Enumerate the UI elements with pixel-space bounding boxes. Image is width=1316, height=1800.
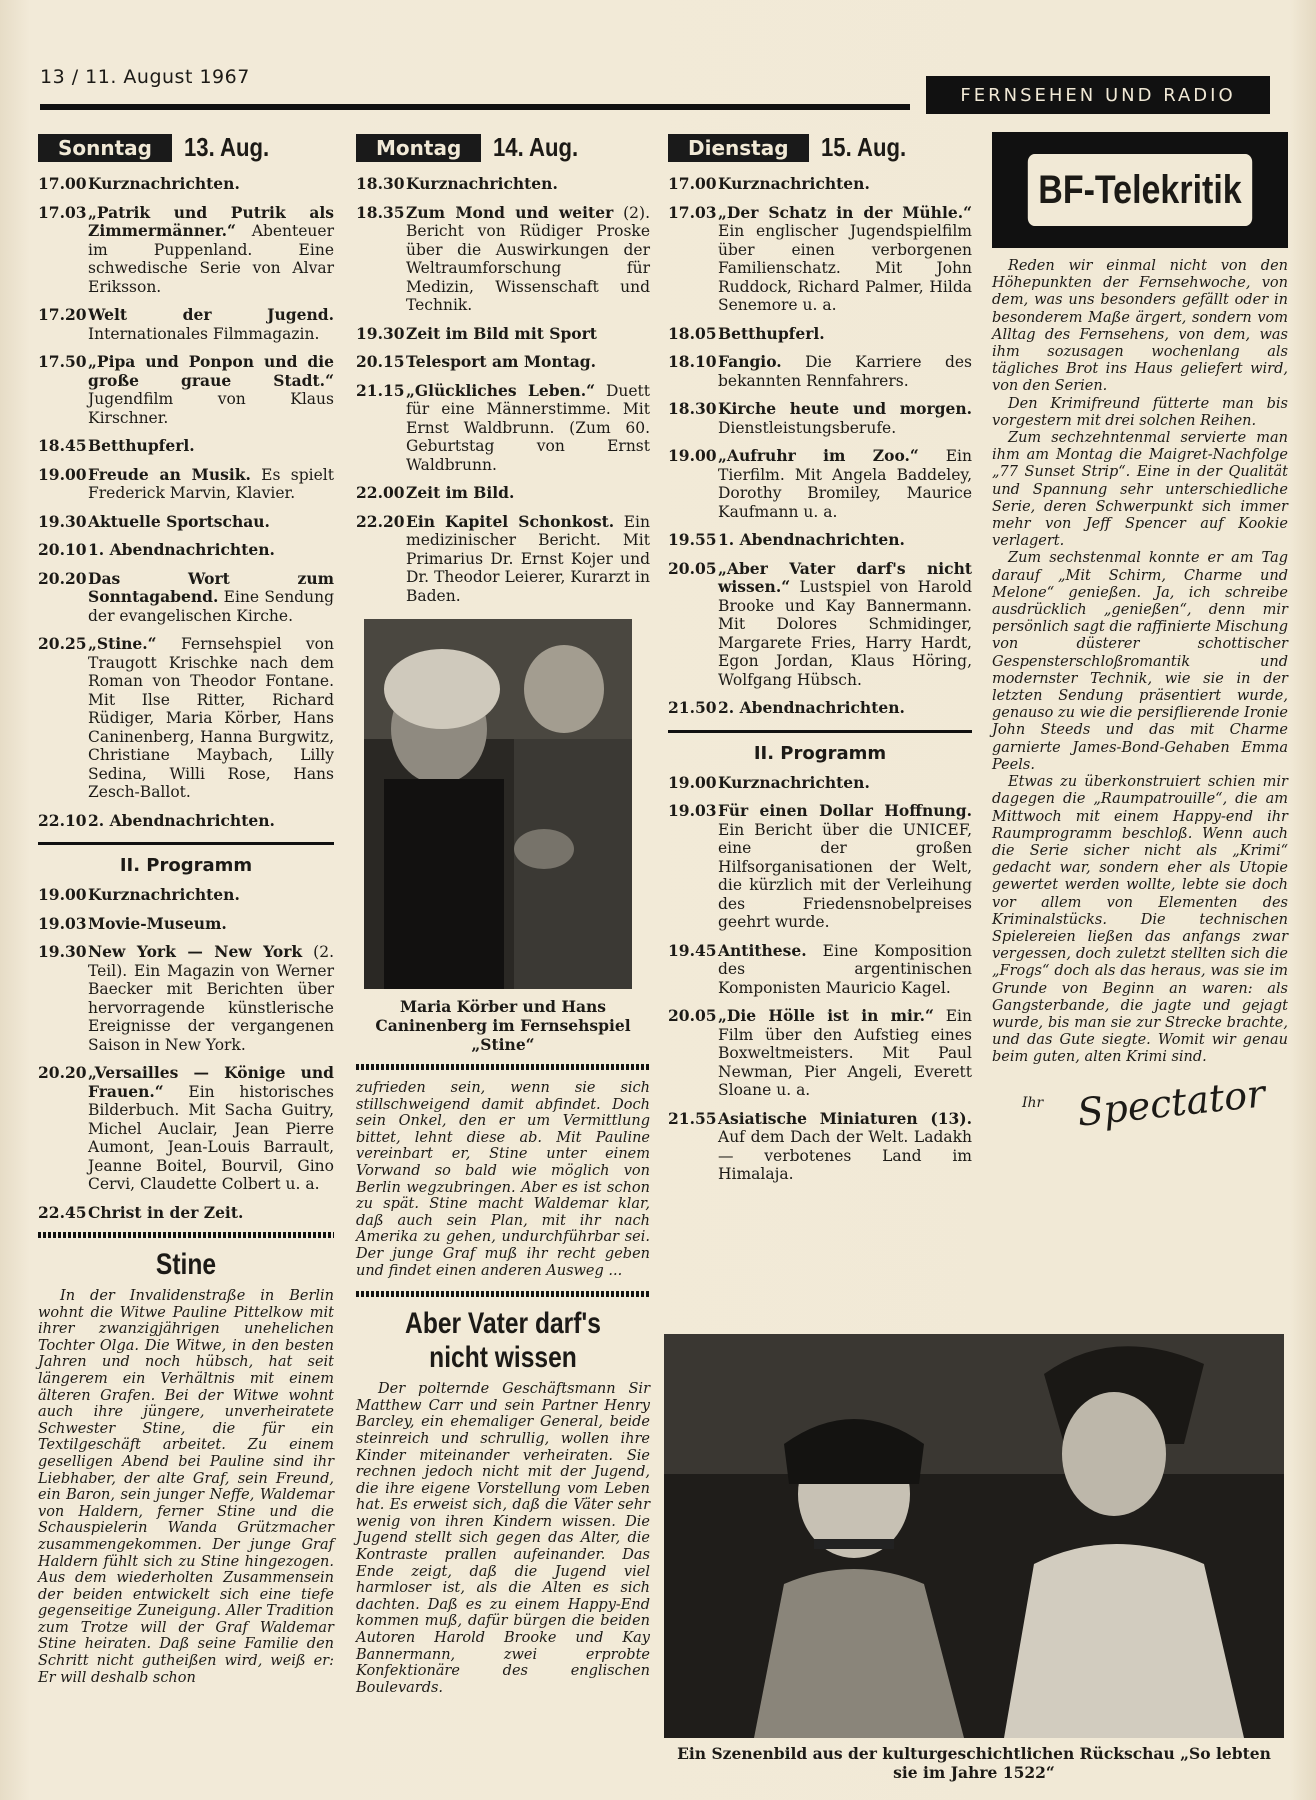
program-details: Ein Bericht über die UNICEF, eine der großen Hilfsorganisationen der Welt, die kürzlich mit der Verleihung des Friedensnobelpreises geehrt wurde. bbox=[718, 820, 972, 931]
program-time: 17.00 bbox=[38, 174, 87, 193]
critique-paragraph: Etwas zu überkonstruiert schien mir dagegen die „Raumpatrouille“, die am Mittwoch mit einem Happy-end ihr Raumprogramm beschloß. Wenn auch die Serie sicher nicht als „Krimi“ gedacht war, sondern eher als Utopie gewertet werden wollte, lebte sie doch vor allem von Elementen des Kriminalstücks. Die technischen Spielereien ließen das anfangs zwar vergessen, doch zuletzt stellten sich die „Frogs“ doch als das heraus, was sie im Grunde von Beginn an waren: als Gangsterbande, die jagte und gejagt wurde, bis man sie zur Strecke brachte, und das Gute siegte. Womit wir genau beim guten, alten Krimi sind. bbox=[992, 774, 1288, 1066]
critique-paragraph: Den Krimifreund fütterte man bis vorgestern mit drei solchen Reihen. bbox=[992, 395, 1288, 429]
header-rule bbox=[40, 104, 910, 110]
divider bbox=[38, 842, 334, 845]
program-title: Fangio. bbox=[718, 352, 782, 371]
program-title: Asiatische Miniaturen (13). bbox=[718, 1108, 972, 1128]
program-title: Kurznachrichten. bbox=[88, 174, 240, 193]
program-time: 18.10 bbox=[668, 352, 717, 371]
program-entry bbox=[668, 1110, 972, 1184]
program-details: Auf dem Dach der Welt. Ladakh — verbotenes Land im Himalaja. bbox=[718, 1128, 972, 1183]
program-description bbox=[718, 531, 972, 550]
program-title: Kurznachrichten. bbox=[88, 885, 240, 904]
program-time: 19.00 bbox=[668, 446, 717, 465]
program-details: Internationales Filmmagazin. bbox=[88, 324, 320, 343]
program-description bbox=[406, 484, 650, 503]
program-details: Ein Film über den Aufstieg eines Boxweltmeisters. Mit Paul Newman, Pier Angeli, Everett Sloane u. a. bbox=[718, 1007, 972, 1099]
stine-photo-image bbox=[364, 619, 632, 989]
program-entry bbox=[668, 531, 972, 550]
program-description bbox=[718, 560, 972, 690]
program-entry bbox=[38, 943, 334, 1054]
program-title: Kurznachrichten. bbox=[718, 772, 870, 792]
program-details: Dienstleistungsberufe. bbox=[718, 418, 897, 437]
program-details: Lustspiel von Harold Brooke und Kay Bannermann. Mit Dolores Schmidinger, Margarete Fries, Harry Hardt, Egon Jordan, Klaus Höring, Wolfgang Hübsch. bbox=[718, 578, 972, 689]
program-title: „Der Schatz in der Mühle.“ bbox=[718, 202, 972, 222]
program-entry bbox=[356, 382, 650, 475]
stine-photo bbox=[364, 619, 632, 989]
tuesday-column bbox=[668, 132, 972, 1194]
program-description bbox=[718, 802, 972, 932]
program-description bbox=[718, 942, 972, 998]
program-description bbox=[718, 325, 972, 344]
program-time: 21.50 bbox=[668, 698, 717, 717]
program-title: Ein Kapitel Schonkost. bbox=[406, 511, 615, 531]
program-entry bbox=[356, 175, 650, 194]
program-title: Betthupferl. bbox=[88, 436, 195, 455]
day-badge: Montag bbox=[356, 134, 481, 162]
program-title: Movie-Museum. bbox=[88, 913, 227, 933]
day-date: 13. Aug. bbox=[184, 132, 270, 162]
program-details: Die Karriere des bekannten Rennfahrers. bbox=[718, 353, 972, 390]
scene-photo-image bbox=[664, 1334, 1284, 1738]
stine-article-title: Stine bbox=[155, 1248, 217, 1281]
program-details: Ein historisches Bilderbuch. Mit Sacha Guitry, Michel Auclair, Jean Pierre Aumont, Jean-Louis Barrault, Jeanne Boitel, Bourvil, Gino Cervi, Claudette Colbert u. a. bbox=[88, 1082, 334, 1193]
program-time: 22.45 bbox=[38, 1202, 87, 1222]
program-title: „Aufruhr im Zoo.“ bbox=[718, 446, 919, 465]
program-title: Welt der Jugend. bbox=[88, 305, 334, 324]
day-date: 15. Aug. bbox=[820, 132, 906, 162]
program-description bbox=[88, 541, 334, 560]
program-details: (2). Bericht von Rüdiger Proske über die Auswirkungen der Weltraumforschung für Medizin, Wissenschaft und Technik. bbox=[406, 203, 650, 314]
monday-heading bbox=[356, 132, 650, 163]
program-time: 22.00 bbox=[356, 483, 405, 502]
tuesday-program-2 bbox=[668, 774, 972, 1184]
program-title: „Stine.“ bbox=[88, 634, 157, 653]
scene-photo-caption: Ein Szenenbild aus der kulturgeschichtlichen Rückschau „So lebten sie im Jahre 1522“ bbox=[677, 1744, 1271, 1782]
dotted-divider bbox=[38, 1232, 334, 1238]
program-time: 19.30 bbox=[356, 323, 405, 343]
sunday-program-2 bbox=[38, 886, 334, 1222]
program-title: „Pipa und Ponpon und die große graue Stadt.“ bbox=[88, 352, 334, 390]
program-time: 20.20 bbox=[38, 568, 87, 588]
program-entry bbox=[38, 204, 334, 297]
program-time: 19.55 bbox=[668, 530, 717, 549]
program-time: 21.55 bbox=[668, 1108, 717, 1128]
program-description bbox=[718, 774, 972, 793]
program-title: 2. Abendnachrichten. bbox=[88, 810, 275, 830]
program-details: Ein medizinischer Bericht. Mit Primarius Dr. Ernst Kojer und Dr. Theodor Leierer, Kurarzt in Baden. bbox=[406, 512, 650, 605]
program-time: 19.03 bbox=[38, 913, 87, 933]
program-title: Für einen Dollar Hoffnung. bbox=[718, 801, 972, 820]
program-details: Ein englischer Jugendspielfilm über einen verborgenen Familienschatz. Mit John Ruddock, Richard Palmer, Hilda Senemore u. a. bbox=[718, 222, 972, 314]
program-description bbox=[88, 1204, 334, 1223]
program-title: „Versailles — Könige und Frauen.“ bbox=[88, 1063, 334, 1101]
program-title: Antithese. bbox=[718, 940, 807, 960]
program-title: „Patrik und Putrik als Zimmermänner.“ bbox=[88, 202, 334, 240]
section-title: FERNSEHEN UND RADIO bbox=[926, 76, 1270, 114]
program-description bbox=[718, 699, 972, 718]
program-time: 19.03 bbox=[668, 801, 717, 820]
program-entry bbox=[668, 447, 972, 521]
program-description bbox=[718, 400, 972, 437]
program-entry bbox=[356, 204, 650, 315]
title-line-1: Aber Vater darf's bbox=[405, 1307, 601, 1341]
program-title: Kurznachrichten. bbox=[406, 174, 558, 193]
program-description bbox=[88, 204, 334, 297]
program-time: 17.20 bbox=[38, 305, 87, 324]
program-title: New York — New York bbox=[88, 942, 303, 961]
signature-block bbox=[1022, 1070, 1288, 1135]
program-title: Das Wort zum Sonntagabend. bbox=[88, 568, 334, 606]
sunday-schedule bbox=[38, 175, 334, 830]
program-entry bbox=[356, 325, 650, 344]
program-description bbox=[406, 204, 650, 315]
program-title: Betthupferl. bbox=[718, 323, 825, 343]
program-time: 20.05 bbox=[668, 1006, 717, 1025]
program-description bbox=[88, 306, 334, 343]
program-description bbox=[88, 635, 334, 802]
program-description bbox=[718, 175, 972, 194]
program-entry bbox=[38, 635, 334, 802]
program-time: 19.00 bbox=[38, 885, 87, 904]
program-2-title: II. Programm bbox=[753, 742, 887, 764]
critique-paragraph: Reden wir einmal nicht von den Höhepunkten der Fernsehwoche, von dem, was uns besonders gefällt oder in besonderem Maße ärgert, sondern vom Alltag des Fernsehens, von dem, was ihm sozusagen wochenlang als tägliches Brot ins Haus geliefert wird, von den Serien. bbox=[992, 258, 1288, 395]
program-time: 22.20 bbox=[356, 511, 405, 531]
program-description bbox=[88, 943, 334, 1054]
day-badge: Sonntag bbox=[38, 134, 172, 162]
monday-schedule bbox=[356, 175, 650, 605]
program-entry bbox=[356, 513, 650, 606]
program-entry bbox=[668, 802, 972, 932]
program-description bbox=[88, 570, 334, 626]
program-time: 17.03 bbox=[668, 202, 717, 222]
program-details: Eine Komposition des argentinischen Komponisten Mauricio Kagel. bbox=[718, 941, 972, 997]
program-entry bbox=[38, 570, 334, 626]
monday-column bbox=[356, 132, 650, 1696]
stine-article-text: In der Invalidenstraße in Berlin wohnt die Witwe Pauline Pittelkow mit ihrer zwanzigjährigen unehelichen Tochter Olga. Die Witwe, in den besten Jahren und noch hübsch, hat seit längerem ein Verhältnis mit einem älteren Grafen. Bei der Witwe wohnt auch ihre jüngere, unverheiratete Schwester Stine, die für ein Textilgeschäft arbeitet. Zu einem geselligen Abend bei Pauline sind ihr Liebhaber, der alte Graf, sein Freund, ein Baron, sein junger Neffe, Waldemar von Haldern, ferner Stine und die Schauspielerin Wanda Grützmacher zusammengekommen. Der junge Graf Haldern fühlt sich zu Stine hingezogen. Aus dem wiederholten Zusammensein der beiden entwickelt sich eine tiefe gegenseitige Zuneigung. Aller Tradition zum Trotze will der Graf Waldemar Stine heiraten. Daß seine Familie den Schritt nicht gutheißen wird, weiß er: Er will deshalb schon bbox=[38, 1288, 334, 1686]
day-badge: Dienstag bbox=[668, 134, 809, 162]
program-time: 21.15 bbox=[356, 380, 405, 400]
program-entry bbox=[38, 306, 334, 343]
program-time: 18.35 bbox=[356, 202, 405, 222]
program-description bbox=[406, 175, 650, 194]
program-time: 19.45 bbox=[668, 940, 717, 960]
aber-vater-title bbox=[382, 1307, 623, 1375]
program-details: Fernsehspiel von Traugott Krischke nach dem Roman von Theodor Fontane. Mit Ilse Ritter, Richard Rüdiger, Maria Körber, Hans Caninenberg, Hanna Burgwitz, Christiane Maybach, Lilly Sedina, Willi Rose, Hans Zesch-Ballot. bbox=[88, 635, 334, 801]
program-description bbox=[88, 353, 334, 427]
program-entry bbox=[668, 325, 972, 344]
program-entry bbox=[38, 915, 334, 934]
program-time: 20.05 bbox=[668, 558, 717, 578]
program-details: Ein Tierfilm. Mit Angela Baddeley, Dorothy Bromiley, Maurice Kaufmann u. a. bbox=[718, 447, 972, 521]
aber-vater-article-text: Der polternde Geschäftsmann Sir Matthew Carr und sein Partner Henry Barcley, ein ehemaliger General, beide steinreich und schrullig, wollen ihre Kinder miteinander verheiraten. Sie rechnen jedoch nicht mit der Jugend, die ihre eigene Vorstellung vom Leben hat. Es erweist sich, daß die Väter sehr wenig von ihren Kindern wissen. Die Jugend stellt sich gegen das Alter, die Kontraste prallen aufeinander. Das Ende zeigt, daß die Jugend viel harmloser ist, als die Alten es sich dachten. Daß es zu einem Happy-End kommen muß, dafür bürgen die beiden Autoren Harold Brooke und Kay Bannermann, zwei erprobte Konfektionäre des englischen Boulevards. bbox=[356, 1381, 650, 1696]
program-entry bbox=[668, 1007, 972, 1100]
dotted-divider bbox=[356, 1064, 650, 1070]
program-time: 18.30 bbox=[356, 174, 405, 193]
program-entry bbox=[38, 466, 334, 503]
program-title: 2. Abendnachrichten. bbox=[718, 698, 905, 717]
critique-text bbox=[992, 258, 1288, 1067]
program-entry bbox=[38, 812, 334, 831]
program-time: 18.45 bbox=[38, 436, 87, 455]
program-title: „Die Hölle ist in mir.“ bbox=[718, 1006, 934, 1025]
program-description bbox=[718, 1110, 972, 1184]
program-entry bbox=[356, 484, 650, 503]
critique-column bbox=[992, 132, 1288, 1135]
program-description bbox=[718, 447, 972, 521]
issue-line: 13 / 11. August 1967 bbox=[40, 66, 250, 88]
critique-paragraph: Zum sechstenmal konnte er am Tag darauf „Mit Schirm, Charme und Melone“ genießen. Ja, ich schreibe ausdrücklich „genießen“, denn mir persönlich sagt die raffinierte Mischung von düsterer schottischer Gespensterschloßromantik und modernster Technik, wie sie in der letzten Sendung präsentiert wurde, genauso zu wie die persiflierende Ironie John Steeds und das mit Charme garnierte James-Bond-Gehaben Emma Peels. bbox=[992, 550, 1288, 773]
program-entry bbox=[38, 353, 334, 427]
program-title: Telesport am Montag. bbox=[406, 352, 597, 371]
program-entry bbox=[356, 353, 650, 372]
program-title: 1. Abendnachrichten. bbox=[88, 540, 275, 559]
program-entry bbox=[38, 175, 334, 194]
program-description bbox=[88, 437, 334, 456]
stine-photo-caption: Maria Körber und Hans Caninenberg im Fernsehspiel „Stine“ bbox=[375, 997, 631, 1054]
program-entry bbox=[38, 437, 334, 456]
program-entry bbox=[668, 353, 972, 390]
critique-paragraph: Zum sechzehntenmal servierte man ihm am Montag die Maigret-Nachfolge „77 Sunset Strip“. Eine in der Qualität und Spannung sehr unterschiedliche Serie, deren Schwerpunkt sich immer mehr von Jeff Spencer auf Kookie verlagert. bbox=[992, 430, 1288, 550]
program-title: Zum Mond und weiter bbox=[406, 202, 614, 222]
program-title: Kurznachrichten. bbox=[718, 174, 870, 193]
program-title: Kirche heute und morgen. bbox=[718, 399, 972, 418]
program-title: Zeit im Bild mit Sport bbox=[406, 323, 597, 343]
program-description bbox=[88, 466, 334, 503]
program-title: Christ in der Zeit. bbox=[88, 1202, 244, 1222]
program-description bbox=[406, 382, 650, 475]
program-description bbox=[718, 353, 972, 390]
program-entry bbox=[668, 175, 972, 194]
program-time: 18.30 bbox=[668, 399, 717, 418]
program-description bbox=[88, 915, 334, 934]
program-title: Aktuelle Sportschau. bbox=[88, 511, 270, 531]
program-entry bbox=[668, 400, 972, 437]
title-line-2: nicht wissen bbox=[429, 1341, 577, 1375]
sunday-heading bbox=[38, 132, 334, 163]
program-time: 19.00 bbox=[38, 464, 87, 484]
divider bbox=[668, 730, 972, 733]
program-description bbox=[718, 204, 972, 315]
program-title: 1. Abendnachrichten. bbox=[718, 530, 905, 549]
program-details: Abenteuer im Puppenland. Eine schwedische Serie von Alvar Eriksson. bbox=[88, 222, 334, 296]
dotted-divider bbox=[356, 1291, 650, 1297]
program-entry bbox=[38, 1204, 334, 1223]
program-entry bbox=[668, 204, 972, 315]
program-description bbox=[88, 1064, 334, 1194]
program-description bbox=[406, 325, 650, 344]
signature: Spectator bbox=[1075, 1070, 1268, 1135]
program-entry bbox=[38, 1064, 334, 1194]
signature-prefix: Ihr bbox=[1022, 1094, 1044, 1111]
program-entry bbox=[668, 560, 972, 690]
program-description bbox=[88, 812, 334, 831]
program-time: 20.20 bbox=[38, 1063, 87, 1082]
program-title: Freude an Musik. bbox=[88, 464, 251, 484]
program-title: „Aber Vater darf's nicht wissen.“ bbox=[718, 558, 972, 596]
program-description bbox=[718, 1007, 972, 1100]
program-entry bbox=[668, 774, 972, 793]
program-details: Jugendfilm von Klaus Kirschner. bbox=[88, 390, 334, 427]
program-time: 18.05 bbox=[668, 323, 717, 343]
telekritik-box bbox=[992, 132, 1288, 248]
program-time: 19.30 bbox=[38, 942, 87, 961]
program-entry bbox=[668, 699, 972, 718]
program-time: 20.25 bbox=[38, 634, 87, 653]
tuesday-schedule bbox=[668, 175, 972, 718]
program-time: 17.00 bbox=[668, 174, 717, 193]
program-description bbox=[88, 513, 334, 532]
program-details: Es spielt Frederick Marvin, Klavier. bbox=[88, 465, 334, 502]
program-time: 19.30 bbox=[38, 511, 87, 531]
program-entry bbox=[38, 513, 334, 532]
program-time: 17.03 bbox=[38, 202, 87, 222]
program-details: (2. Teil). Ein Magazin von Werner Baecker mit Berichten über hervorragende künstlerische Ereignisse der vergangenen Saison in New York. bbox=[88, 943, 334, 1054]
program-entry bbox=[668, 942, 972, 998]
program-time: 19.00 bbox=[668, 772, 717, 792]
program-2-title: II. Programm bbox=[119, 855, 253, 876]
program-details: Duett für eine Männerstimme. Mit Ernst Waldbrunn. (Zum 60. Geburtstag von Ernst Waldbrunn. bbox=[406, 381, 650, 474]
sunday-column bbox=[38, 132, 334, 1686]
stine-article-continued: zufrieden sein, wenn sie sich stillschweigend damit abfindet. Doch sein Onkel, den er um Vermittlung bittet, lehnt diese ab. Mit Pauline vereinbart er, Stine unter einem Vorwand so bald wie möglich von Berlin wegzubringen. Aber es ist schon zu spät. Stine macht Waldemar klar, daß auch sein Plan, mit ihr nach Amerika zu gehen, undurchführbar sei. Der junge Graf muß ihr recht geben und findet einen anderen Ausweg ... bbox=[356, 1080, 650, 1279]
program-time: 20.10 bbox=[38, 540, 87, 559]
program-time: 22.10 bbox=[38, 810, 87, 830]
day-date: 14. Aug. bbox=[493, 132, 579, 162]
program-description bbox=[88, 886, 334, 905]
scene-photo bbox=[664, 1334, 1284, 1738]
program-description bbox=[406, 513, 650, 606]
program-entry bbox=[38, 541, 334, 560]
program-description bbox=[406, 353, 650, 372]
program-entry bbox=[38, 886, 334, 905]
program-title: Zeit im Bild. bbox=[406, 483, 515, 502]
telekritik-title: BF-Telekritik bbox=[1028, 154, 1252, 226]
program-details: Eine Sendung der evangelischen Kirche. bbox=[88, 588, 334, 625]
program-time: 17.50 bbox=[38, 352, 87, 371]
tuesday-heading bbox=[668, 132, 972, 163]
program-description bbox=[88, 175, 334, 194]
program-time: 20.15 bbox=[356, 352, 405, 371]
program-title: „Glückliches Leben.“ bbox=[406, 380, 596, 400]
